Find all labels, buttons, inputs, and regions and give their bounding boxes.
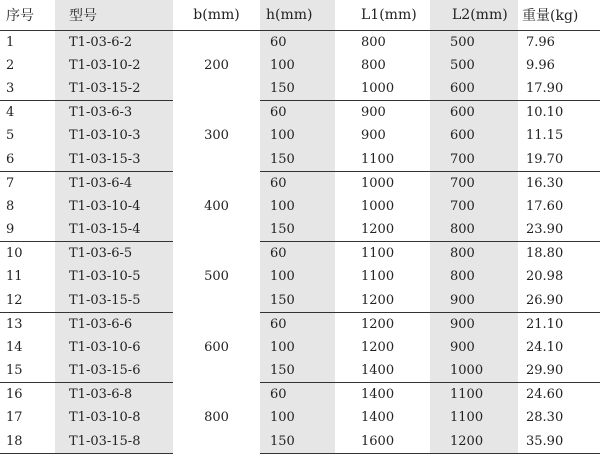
model-cell: T1-03-6-2	[55, 30, 173, 54]
table-row	[0, 289, 600, 313]
header-weight: 重量(kg)	[518, 0, 600, 30]
h-cell: 100	[260, 195, 335, 219]
model-cell: T1-03-10-2	[55, 54, 173, 78]
index-cell: 14	[6, 339, 23, 355]
l1-cell: 800	[361, 57, 386, 73]
index-cell: 16	[6, 387, 23, 402]
l1-cell: 1400	[361, 387, 395, 402]
table-row	[0, 265, 600, 289]
model-cell: T1-03-15-3	[55, 148, 173, 172]
l2-cell: 600	[430, 77, 518, 101]
l1-cell: 1200	[335, 218, 430, 242]
h-cell: 150	[260, 77, 335, 101]
l2-cell: 900	[430, 312, 518, 336]
model-cell: T1-03-6-6	[55, 312, 173, 336]
l2-cell: 1000	[430, 359, 518, 383]
weight-cell: 11.15	[526, 128, 564, 144]
l1-cell: 1100	[335, 148, 430, 172]
l2-cell: 700	[430, 171, 518, 195]
table-row	[0, 336, 600, 360]
header-b: b(mm)	[173, 0, 260, 30]
weight-cell: 10.10	[526, 105, 564, 120]
l1-cell: 1200	[335, 289, 430, 313]
h-cell: 60	[260, 171, 335, 195]
weight-cell: 17.60	[526, 198, 564, 214]
model-cell: T1-03-10-5	[55, 265, 173, 289]
table-row	[0, 430, 600, 454]
l1-cell: 900	[361, 105, 386, 120]
b-cell: 300	[204, 128, 229, 144]
l1-cell: 1200	[361, 339, 395, 355]
weight-cell: 7.96	[526, 34, 555, 50]
h-cell: 150	[260, 148, 335, 172]
l1-cell: 1000	[335, 77, 430, 101]
l1-cell: 800	[361, 34, 386, 50]
index-cell: 18	[0, 430, 55, 454]
table-row	[0, 30, 600, 54]
model-cell: T1-03-15-5	[55, 289, 173, 313]
header-model: 型号	[55, 0, 173, 30]
index-cell: 1	[6, 34, 15, 50]
model-cell: T1-03-15-8	[55, 430, 173, 454]
table-row	[0, 359, 600, 383]
h-cell: 150	[260, 430, 335, 454]
header-row	[0, 0, 600, 30]
h-cell: 60	[260, 101, 335, 125]
table-row	[0, 101, 600, 125]
h-cell: 100	[260, 54, 335, 78]
b-cell: 500	[204, 269, 229, 285]
weight-cell: 16.30	[526, 175, 564, 191]
l2-cell: 800	[430, 265, 518, 289]
model-cell: T1-03-6-3	[55, 101, 173, 125]
weight-cell: 26.90	[518, 289, 600, 313]
table-row	[0, 124, 600, 148]
b-cell: 600	[204, 339, 229, 355]
table-row	[0, 171, 600, 195]
model-cell: T1-03-15-6	[55, 359, 173, 383]
l1-cell: 1400	[335, 359, 430, 383]
index-cell: 12	[0, 289, 55, 313]
h-cell: 100	[260, 336, 335, 360]
table-row	[0, 195, 600, 219]
index-cell: 11	[6, 269, 23, 285]
model-cell: T1-03-15-4	[55, 218, 173, 242]
weight-cell: 9.96	[526, 57, 555, 73]
l1-cell: 1100	[361, 269, 395, 285]
table-row	[0, 242, 600, 266]
l2-cell: 500	[430, 54, 518, 78]
weight-cell: 29.90	[518, 359, 600, 383]
table-row	[0, 312, 600, 336]
h-cell: 60	[260, 30, 335, 54]
weight-cell: 28.30	[526, 410, 564, 426]
index-cell: 3	[0, 77, 55, 101]
model-cell: T1-03-10-8	[55, 406, 173, 430]
l1-cell: 900	[361, 128, 386, 144]
table-row	[0, 383, 600, 407]
index-cell: 5	[6, 128, 15, 144]
l2-cell: 700	[430, 195, 518, 219]
h-cell: 150	[260, 359, 335, 383]
index-cell: 10	[6, 246, 23, 261]
table-row	[0, 77, 600, 101]
l2-cell: 500	[430, 30, 518, 54]
l2-cell: 1100	[430, 406, 518, 430]
weight-cell: 20.98	[526, 269, 564, 285]
l2-cell: 900	[430, 336, 518, 360]
header-h: h(mm)	[260, 0, 335, 30]
weight-cell: 19.70	[518, 148, 600, 172]
b-cell: 200	[204, 58, 229, 73]
l2-cell: 1200	[430, 430, 518, 454]
model-cell: T1-03-10-3	[55, 124, 173, 148]
weight-cell: 24.60	[526, 387, 564, 402]
table-row	[0, 148, 600, 172]
table-row	[0, 218, 600, 242]
h-cell: 100	[260, 265, 335, 289]
h-cell: 150	[260, 218, 335, 242]
l1-cell: 1200	[361, 316, 395, 332]
l1-cell: 1100	[361, 246, 395, 261]
b-cell: 800	[204, 410, 229, 426]
b-cell: 400	[204, 198, 229, 214]
index-cell: 6	[0, 148, 55, 172]
l2-cell: 600	[430, 124, 518, 148]
header-l1: L1(mm)	[335, 0, 430, 30]
l1-cell: 1000	[361, 198, 395, 214]
table-header	[0, 0, 600, 30]
index-cell: 15	[0, 359, 55, 383]
index-cell: 17	[6, 410, 23, 426]
l2-cell: 1100	[430, 383, 518, 407]
table-body	[0, 30, 600, 453]
weight-cell: 23.90	[518, 218, 600, 242]
h-cell: 60	[260, 242, 335, 266]
l1-cell: 1400	[361, 410, 395, 426]
index-cell: 9	[0, 218, 55, 242]
l2-cell: 800	[430, 242, 518, 266]
model-cell: T1-03-10-6	[55, 336, 173, 360]
h-cell: 150	[260, 289, 335, 313]
model-cell: T1-03-15-2	[55, 77, 173, 101]
header-index: 序号	[0, 0, 55, 30]
l1-cell: 1600	[335, 430, 430, 454]
table-row	[0, 54, 600, 78]
l2-cell: 600	[430, 101, 518, 125]
weight-cell: 35.90	[518, 430, 600, 454]
index-cell: 2	[6, 57, 15, 73]
h-cell: 100	[260, 406, 335, 430]
model-cell: T1-03-10-4	[55, 195, 173, 219]
l1-cell: 1000	[361, 175, 395, 191]
index-cell: 7	[6, 175, 15, 191]
l2-cell: 800	[430, 218, 518, 242]
l2-cell: 700	[430, 148, 518, 172]
weight-cell: 17.90	[518, 77, 600, 101]
model-cell: T1-03-6-5	[55, 242, 173, 266]
index-cell: 13	[6, 316, 23, 332]
table-row	[0, 406, 600, 430]
h-cell: 100	[260, 124, 335, 148]
index-cell: 4	[6, 105, 15, 120]
model-cell: T1-03-6-8	[55, 383, 173, 407]
weight-cell: 21.10	[526, 316, 564, 332]
weight-cell: 24.10	[526, 339, 564, 355]
l2-cell: 900	[430, 289, 518, 313]
h-cell: 60	[260, 312, 335, 336]
model-cell: T1-03-6-4	[55, 171, 173, 195]
weight-cell: 18.80	[526, 246, 564, 261]
h-cell: 60	[260, 383, 335, 407]
header-l2: L2(mm)	[430, 0, 518, 30]
index-cell: 8	[6, 198, 15, 214]
